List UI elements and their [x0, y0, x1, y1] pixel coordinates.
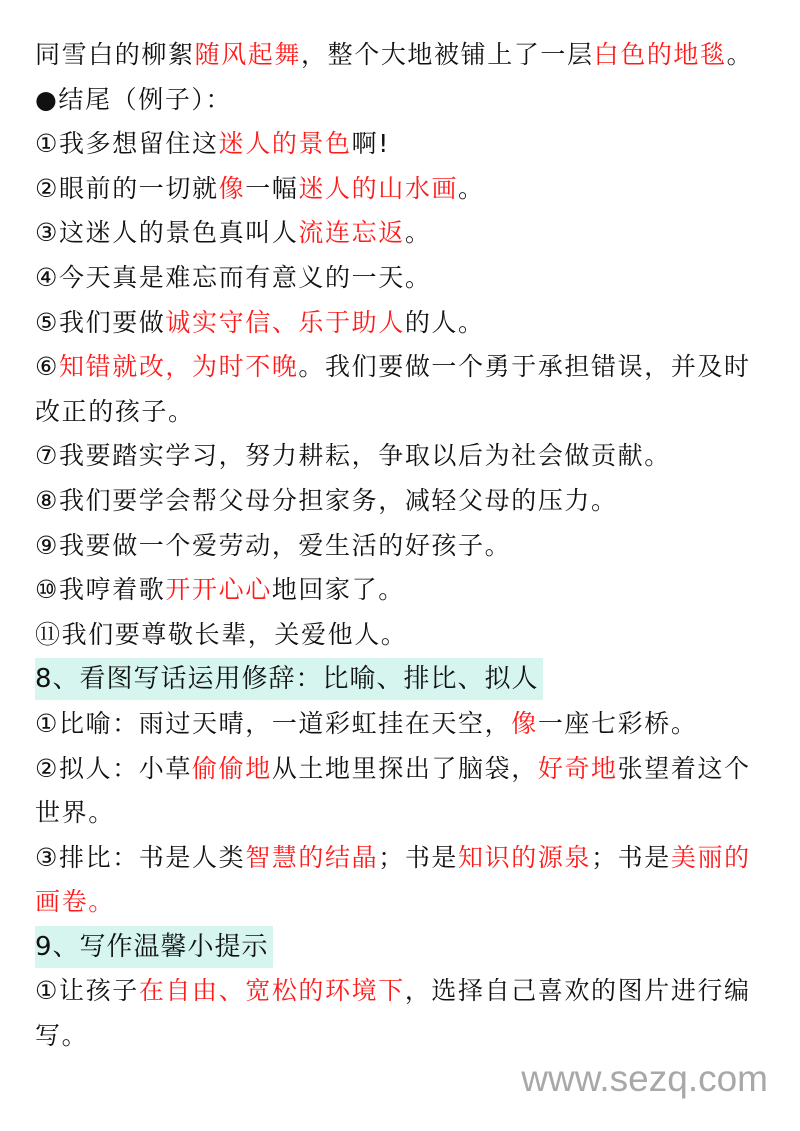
text-line	[35, 122, 775, 167]
text-segment: 从土地里探出了脑袋，	[271, 753, 538, 783]
heading-highlight	[35, 658, 543, 700]
highlighted-phrase: 开开心心	[165, 575, 272, 605]
highlighted-phrase: 诚实守信、乐于助人	[165, 307, 405, 337]
text-segment: 地回家了。	[271, 575, 405, 605]
highlighted-phrase: 像	[218, 173, 246, 203]
highlighted-phrase: 美丽的	[670, 842, 751, 872]
highlighted-phrase: 像	[511, 708, 538, 738]
text-segment: ③排比：书是人类	[35, 842, 246, 872]
text-segment: ⑤我们要做	[35, 307, 166, 337]
highlighted-phrase: 智慧的结晶	[245, 842, 379, 872]
text-segment: ，整个大地被铺上了一层	[301, 40, 594, 69]
text-segment: ●结尾（例子）：	[35, 84, 233, 114]
text-segment: 张望着这个	[617, 753, 751, 783]
highlighted-phrase: 随风起舞	[194, 40, 302, 69]
text-segment: ⑦我要踏实学习，努力耕耘，争取以后为社会做贡献。	[35, 441, 671, 471]
text-segment: ②拟人：小草	[35, 753, 193, 783]
text-line	[35, 345, 775, 390]
section-heading	[35, 657, 775, 702]
highlighted-phrase: 知识的源泉	[458, 842, 592, 872]
text-line	[35, 613, 775, 658]
text-segment: 啊!	[351, 129, 390, 159]
text-segment: 的人。	[404, 307, 485, 337]
text-segment: 同雪白的柳絮	[35, 40, 195, 69]
text-segment: ①我多想留住这	[35, 129, 219, 159]
text-segment: 9、写作温馨小提示	[35, 931, 269, 962]
text-segment: ②眼前的一切就	[35, 173, 219, 203]
text-line	[35, 702, 775, 747]
heading-highlight	[35, 926, 273, 968]
text-line	[35, 568, 775, 613]
text-segment: ⑩我哼着歌	[35, 575, 166, 605]
text-line	[35, 301, 775, 346]
text-line	[35, 211, 775, 256]
highlighted-phrase: 流连忘返	[298, 218, 405, 248]
text-segment: 改正的孩子。	[35, 396, 195, 426]
text-line	[35, 78, 775, 123]
highlighted-phrase: 好奇地	[537, 753, 618, 783]
text-line	[35, 836, 775, 881]
text-line	[35, 434, 775, 479]
text-line	[35, 390, 775, 435]
text-line	[35, 167, 775, 212]
text-segment: ①比喻：雨过天晴，一道彩虹挂在天空，	[35, 708, 512, 738]
text-segment: ，选择自己喜欢的图片进行编	[404, 976, 751, 1006]
text-line	[35, 791, 775, 836]
highlighted-phrase: 画卷。	[35, 887, 115, 917]
text-segment: ⑧我们要学会帮父母分担家务，减轻父母的压力。	[35, 485, 618, 515]
text-line	[35, 969, 775, 1014]
text-segment: 一座七彩桥。	[537, 708, 698, 738]
text-line	[35, 33, 775, 78]
text-segment: ⑥	[35, 352, 60, 382]
text-segment: 。	[458, 173, 485, 203]
text-line	[35, 479, 775, 524]
text-line	[35, 747, 775, 792]
highlighted-phrase: 白色的地毯	[593, 40, 727, 69]
text-segment: 世界。	[35, 798, 115, 828]
text-segment: 。	[726, 40, 754, 69]
highlighted-phrase: 迷人的景色	[218, 129, 352, 159]
text-segment: 写。	[35, 1021, 89, 1051]
text-segment: ③这迷人的景色真叫人	[35, 218, 299, 248]
text-segment: ①让孩子	[35, 976, 139, 1006]
text-line	[35, 524, 775, 569]
text-segment: 8、看图写话运用修辞：比喻、排比、拟人	[35, 664, 539, 695]
watermark: www.sezq.com	[521, 1058, 768, 1099]
text-segment: 一幅	[245, 173, 299, 203]
text-segment: ⑨我要做一个爱劳动，爱生活的好孩子。	[35, 530, 512, 560]
text-line	[35, 256, 775, 301]
highlighted-phrase: 在自由、宽松的环境下	[138, 976, 405, 1006]
text-segment: 。	[404, 218, 432, 248]
text-line	[35, 880, 775, 925]
text-segment: ④今天真是难忘而有意义的一天。	[35, 262, 432, 292]
highlighted-phrase: 知错就改，为时不晚	[59, 352, 299, 382]
highlighted-phrase: 迷人的山水画	[298, 173, 459, 203]
text-segment: ⑪我们要尊敬长辈，关爱他人。	[35, 619, 408, 649]
document-body	[35, 33, 775, 1059]
highlighted-phrase: 偷偷地	[192, 753, 272, 783]
text-segment: ；书是	[378, 842, 459, 872]
section-heading	[35, 925, 775, 970]
text-segment: 。我们要做一个勇于承担错误，并及时	[298, 352, 751, 382]
text-segment: ；书是	[591, 842, 671, 872]
text-line	[35, 1014, 775, 1059]
